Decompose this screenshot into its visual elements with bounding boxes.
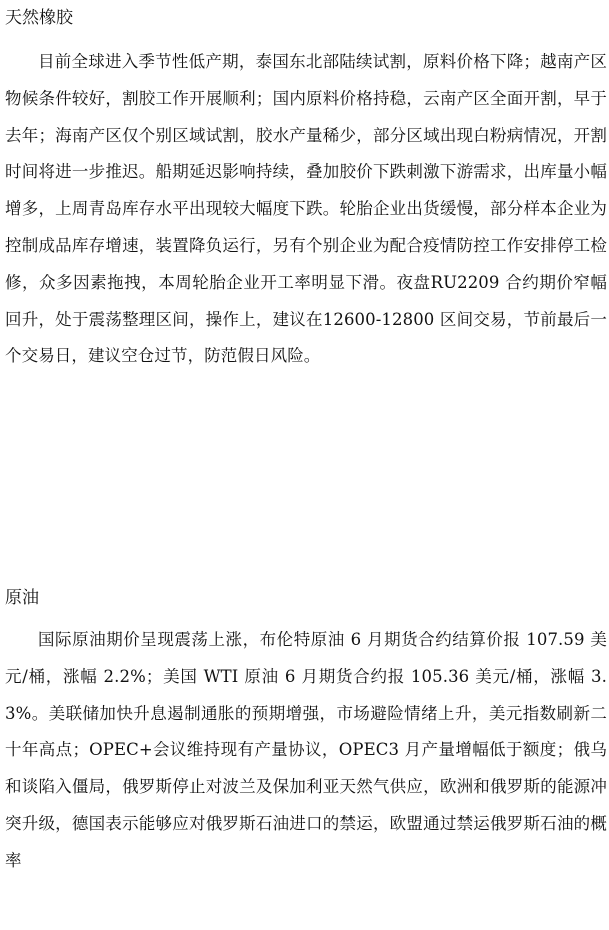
section-paragraph: 国际原油期价呈现震荡上涨，布伦特原油 6 月期货合约结算价报 107.59 美元/桶，涨幅 2.2%；美国 WTI 原油 6 月期货合约报 105.36 美元/桶，涨幅 3.3%。美联储加快升息遏制通胀的预期增强，市场避险情绪上升，美元指数刷新二十年高点；OPEC+会议维持现有产量协议，OPEC3 月产量增幅低于额度；俄乌和谈陷入僵局，俄罗斯停止对波兰及保加利亚天然气供应，欧洲和俄罗斯的能源冲突升级，德国表示能够应对俄罗斯石油进口的禁运，欧盟通过禁运俄罗斯石油的概率: [5, 630, 607, 870]
section-title: 原油: [5, 588, 39, 608]
section-natural-rubber: [5, 2, 607, 375]
section-crude-oil: [5, 582, 607, 880]
section-paragraph: 目前全球进入季节性低产期，泰国东北部陆续试割，原料价格下降；越南产区物候条件较好，割胶工作开展顺利；国内原料价格持稳，云南产区全面开割，早于去年；海南产区仅个别区域试割，胶水产量稀少，部分区域出现白粉病情况，开割时间将进一步推迟。船期延迟影响持续，叠加胶价下跌刺激下游需求，出库量小幅增多，上周青岛库存水平出现较大幅度下跌。轮胎企业出货缓慢，部分样本企业为控制成品库存增速，装置降负运行，另有个别企业为配合疫情防控工作安排停工检修，众多因素拖拽，本周轮胎企业开工率明显下滑。夜盘RU2209 合约期价窄幅回升，处于震荡整理区间，操作上，建议在12600-12800 区间交易，节前最后一个交易日，建议空仓过节，防范假日风险。: [5, 52, 607, 366]
section-title: 天然橡胶: [5, 8, 73, 28]
